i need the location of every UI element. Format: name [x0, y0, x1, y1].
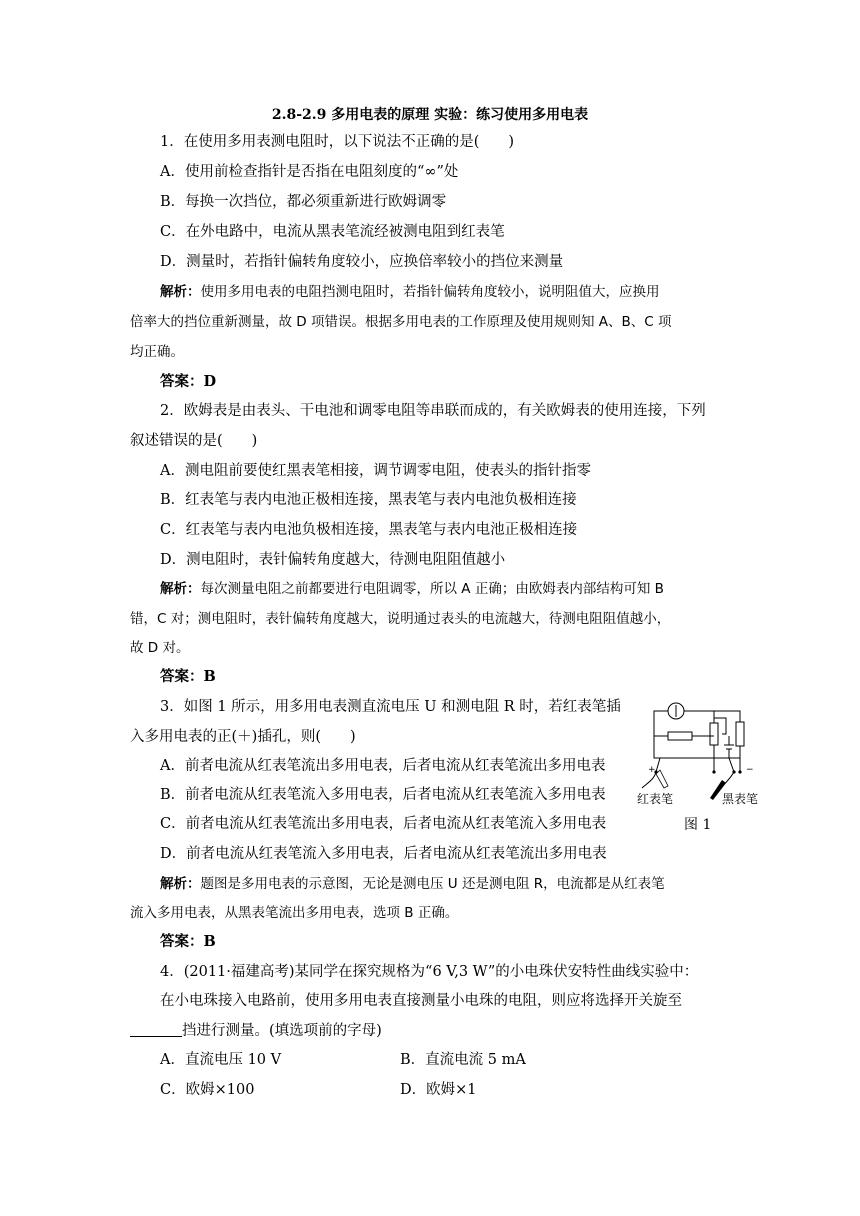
q4-stem-1: 4．(2011·福建高考)某同学在探究规格为“6 V,3 W”的小电珠伏安特性曲线实验中：	[160, 964, 699, 980]
page-title: 2.8-2.9 多用电表的原理 实验：练习使用多用电表	[271, 107, 589, 123]
multimeter-circuit-figure	[630, 688, 760, 803]
q3-answer: 答案：B	[160, 933, 216, 950]
q2-analysis-line-2: 错，C 对；测电阻时，表针偏转角度越大，说明通过表头的电流越大，待测电阻阻值越小，	[130, 611, 671, 627]
q1-option-a: A．使用前检查指针是否指在电阻刻度的“∞”处	[160, 164, 459, 180]
q3-analysis-text: 题图是多用电表的示意图，无论是测电压 U 还是测电阻 R，电流都是从红表笔	[200, 876, 665, 892]
q4-option-d: D．欧姆×1	[400, 1082, 477, 1098]
q3-option-a: A．前者电流从红表笔流出多用电表，后者电流从红表笔流出多用电表	[160, 758, 606, 774]
q1-analysis-text: 使用多用电表的电阻挡测电阻时，若指针偏转角度较小，说明阻值大，应换用	[200, 284, 660, 300]
q2-option-d: D．测电阻时，表针偏转角度越大，待测电阻阻值越小	[160, 552, 506, 568]
q1-analysis-label: 解析：	[160, 284, 201, 300]
svg-text:−: −	[746, 765, 754, 775]
answer-blank[interactable]	[130, 1022, 182, 1037]
q1-option-c: C．在外电路中，电流从黑表笔流经被测电阻到红表笔	[160, 224, 505, 240]
q1-analysis-line-2: 倍率大的挡位重新测量，故 D 项错误。根据多用电表的工作原理及使用规则知 A、B、C 项	[130, 314, 672, 330]
resistor-symbol	[668, 732, 692, 740]
q3-analysis-label: 解析：	[160, 876, 201, 892]
rheostat-symbol	[710, 723, 718, 745]
q3-option-d: D．前者电流从红表笔流入多用电表，后者电流从红表笔流出多用电表	[160, 846, 607, 862]
q4-stem-2: 在小电珠接入电路前，使用多用电表直接测量小电珠的电阻，则应将选择开关旋至	[160, 993, 682, 1009]
figure-caption: 图 1	[684, 817, 712, 833]
q2-option-c: C．红表笔与表内电池负极相连接，黑表笔与表内电池正极相连接	[160, 522, 578, 538]
q1-option-d: D．测量时，若指针偏转角度较小，应换倍率较小的挡位来测量	[160, 254, 564, 270]
black-probe-label: 黑表笔	[722, 792, 759, 806]
svg-text:+: +	[648, 765, 656, 775]
q1-analysis-line-3: 均正确。	[130, 344, 184, 360]
q3-analysis-line	[160, 874, 665, 894]
q4-stem-3-line	[130, 1021, 382, 1041]
red-probe-icon	[656, 770, 668, 788]
q2-stem-1: 2．欧姆表是由表头、干电池和调零电阻等串联而成的，有关欧姆表的使用连接，下列	[160, 403, 706, 419]
q2-answer: 答案：B	[160, 668, 216, 685]
q3-stem-2: 入多用电表的正(＋)插孔，则( )	[130, 729, 356, 745]
q2-analysis-line	[160, 579, 664, 599]
q1-answer: 答案：D	[160, 373, 217, 390]
q3-option-c: C．前者电流从红表笔流出多用电表，后者电流从红表笔流入多用电表	[160, 816, 607, 832]
q2-analysis-label: 解析：	[160, 581, 201, 597]
q3-stem-1: 3．如图 1 所示，用多用电表测直流电压 U 和测电阻 R 时，若红表笔插	[160, 699, 621, 715]
q2-stem-2: 叙述错误的是( )	[130, 433, 258, 449]
q1-stem: 1．在使用多用表测电阻时，以下说法不正确的是( )	[160, 134, 515, 150]
q3-option-b: B．前者电流从红表笔流入多用电表，后者电流从红表笔流入多用电表	[160, 787, 606, 803]
q2-option-b: B．红表笔与表内电池正极相连接，黑表笔与表内电池负极相连接	[160, 492, 577, 508]
q4-option-a: A．直流电压 10 V	[160, 1052, 282, 1068]
right-resistor-symbol	[736, 722, 744, 746]
q1-option-b: B．每换一次挡位，都必须重新进行欧姆调零	[160, 194, 447, 210]
q3-analysis-line-2: 流入多用电表，从黑表笔流出多用电表，选项 B 正确。	[130, 905, 459, 921]
q1-analysis-line	[160, 282, 660, 302]
q2-analysis-line-3: 故 D 对。	[130, 640, 190, 656]
q4-option-c: C．欧姆×100	[160, 1082, 255, 1098]
q2-analysis-text: 每次测量电阻之前都要进行电阻调零，所以 A 正确；由欧姆表内部结构可知 B	[200, 581, 664, 597]
q4-option-b: B．直流电流 5 mA	[400, 1052, 526, 1068]
red-probe-label: 红表笔	[637, 792, 674, 806]
q2-option-a: A．测电阻前要使红黑表笔相接，调节调零电阻，使表头的指针指零	[160, 463, 591, 479]
q4-stem-3: 挡进行测量。(填选项前的字母)	[182, 1023, 382, 1039]
